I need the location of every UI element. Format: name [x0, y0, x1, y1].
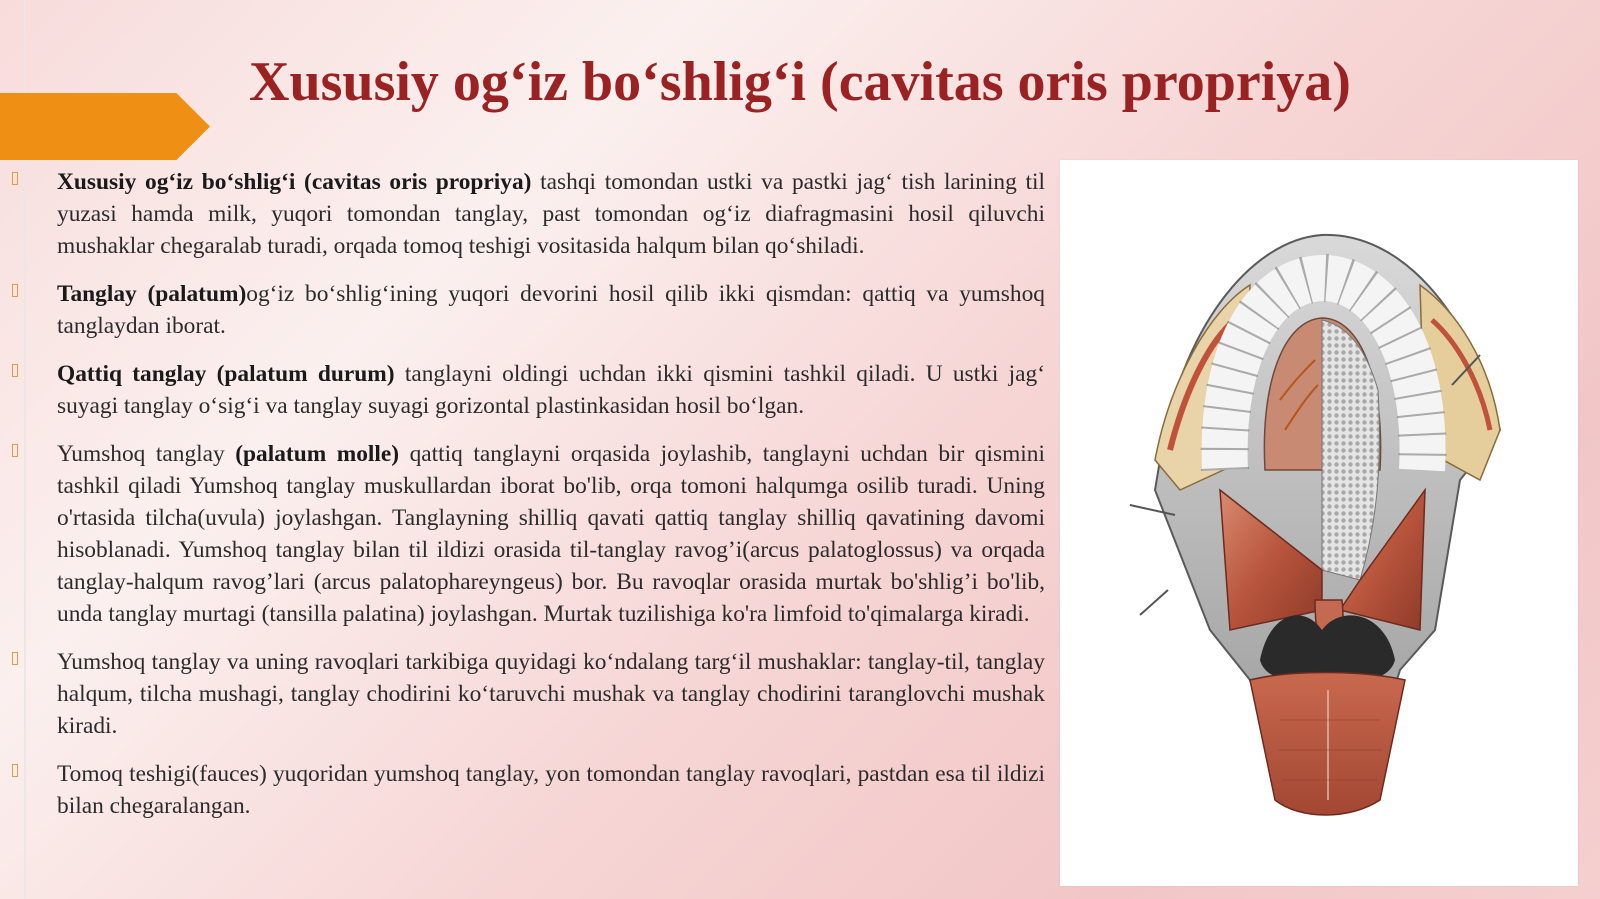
bullet-icon — [12, 444, 18, 457]
slide-title: Xususiy og‘iz bo‘shlig‘i (cavitas oris propriya) — [249, 50, 1351, 113]
paragraph-4 — [57, 438, 1045, 630]
paragraph-4-term: (palatum molle) — [235, 441, 400, 467]
bullet-icon — [12, 764, 18, 777]
paragraph-6 — [57, 758, 1045, 822]
paragraph-1-term: Xususiy og‘iz bo‘shlig‘i (cavitas oris propriya) — [57, 169, 532, 195]
paragraph-3-term: Qattiq tanglay (palatum durum) — [57, 361, 395, 387]
retractor-pin-lower — [1140, 590, 1168, 615]
paragraph-6-text: Tomoq teshigi(fauces) yuqoridan yumshoq tanglay, yon tomondan tanglay ravoqlari, pastdan esa til ildizi bilan chegaralangan. — [57, 761, 1045, 819]
bullet-icon — [12, 652, 18, 665]
paragraph-1 — [57, 166, 1045, 262]
slide-content — [57, 166, 1045, 838]
paragraph-2-term: Tanglay (palatum) — [57, 281, 247, 307]
orange-arrow-tab — [0, 93, 210, 160]
paragraph-5 — [57, 646, 1045, 742]
paragraph-3 — [57, 358, 1045, 422]
bullet-icon — [12, 284, 18, 297]
anatomy-figure — [1060, 160, 1578, 886]
bullet-icon — [12, 172, 18, 185]
paragraph-1-text: tashqi tomondan ustki va pastki jag‘ tish larining til yuzasi hamda milk, yuqori tomondan tanglay, past tomondan og‘iz diafragmasini hosil qiluvchi mushaklar chegaralab turadi, orqada tomoq teshigi vositasida halqum bilan qo‘shiladi. — [57, 169, 1045, 259]
paragraph-4-lead: Yumshoq tanglay — [57, 441, 236, 467]
oral-cavity-illustration — [1060, 160, 1578, 886]
bullet-icon — [12, 364, 18, 377]
paragraph-2 — [57, 278, 1045, 342]
paragraph-2-text: og‘iz bo‘shlig‘ining yuqori devorini hosil qilib ikki qismdan: qattiq va yumshoq tanglaydan iborat. — [57, 281, 1045, 339]
paragraph-4-text: qattiq tanglayni orqasida joylashib, tanglayni uchdan bir qismini tashkil qiladi Yumshoq tanglay muskullardan iborat bo'lib, orqa tomoni halqumga osilib turadi. Uning o'rtasida tilcha(uvula) joylashgan. Tanglayning shilliq qavati qattiq tanglay shilliq qavatining davomi hisoblanadi. Yumshoq tanglay bilan til ildizi orasida til-tanglay ravog’i(arcus palatoglossus) va orqada tanglay-halqum ravog’lari (arcus palatophareyngeus) bor. Bu ravoqlar orasida murtak bo'shlig’i bo'lib, unda tanglay murtagi (tansilla palatina) joylashgan. Murtak tuzilishiga ko'ra limfoid to'qimalarga kiradi. — [57, 441, 1045, 627]
paragraph-3-text: tanglayni oldingi uchdan ikki qismini tashkil qiladi. U ustki jag‘ suyagi tanglay o‘sig‘i va tanglay suyagi gorizontal plastinkasidan hosil bo‘lgan. — [57, 361, 1045, 419]
paragraph-5-text: Yumshoq tanglay va uning ravoqlari tarkibiga quyidagi ko‘ndalang targ‘il mushaklar: tanglay-til, tanglay halqum, tilcha mushagi, tanglay chodirini ko‘taruvchi mushak va tanglay chodirini taranglovchi mushak kiradi. — [57, 649, 1045, 739]
